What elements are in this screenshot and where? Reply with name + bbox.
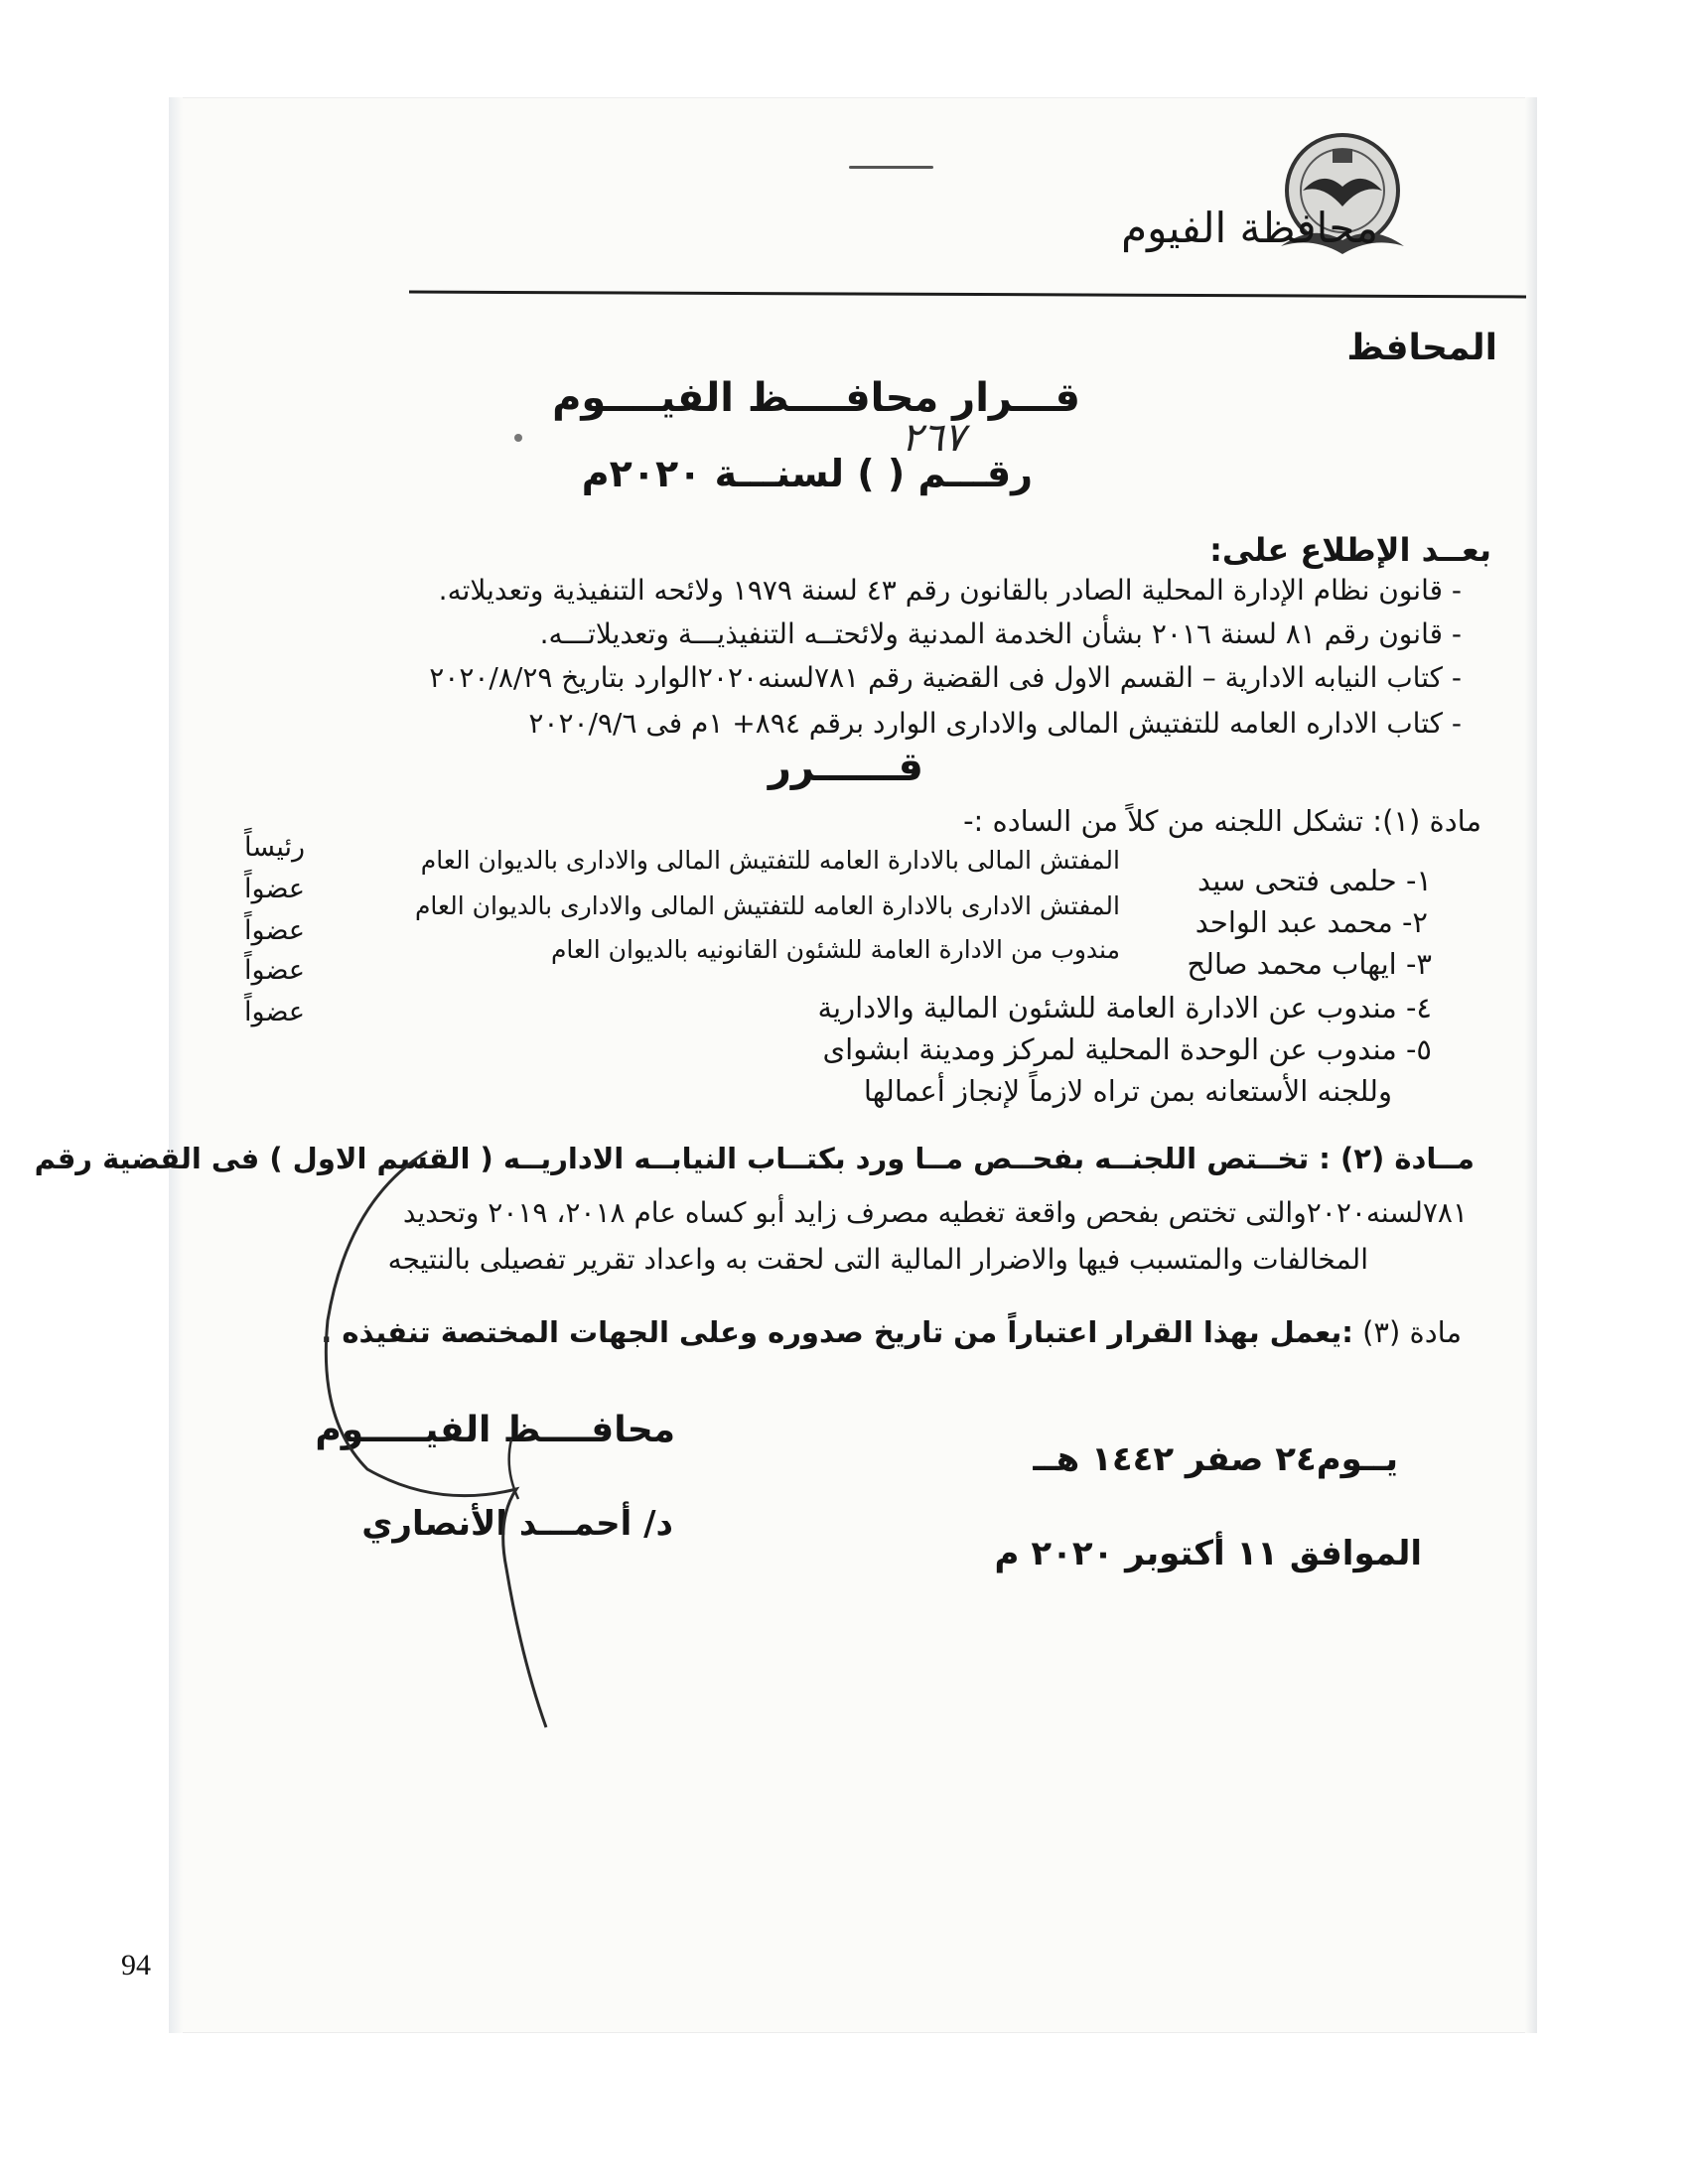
committee-note: وللجنه الأستعانه بمن تراه لازماً لإنجاز أعمالها (863, 1074, 1392, 1108)
decree-number-line: رقـــم ( ) لسنـــة ٢٠٢٠م (581, 452, 1033, 495)
signature-title: محافــــظ الفيـــــوم (315, 1410, 675, 1450)
decision-heading: قــــــرر (768, 745, 923, 790)
header-dash (849, 166, 933, 169)
member-status: عضواً (244, 955, 305, 986)
article-1-text: مادة (١): تشكل اللجنه من كلاً من الساده :- (963, 804, 1481, 838)
date-gregorian: الموافق ١١ أكتوبر ٢٠٢٠ م (994, 1534, 1422, 1573)
handwritten-decree-number: ٢٦٧ (901, 415, 965, 461)
preamble-item: - قانون رقم ٨١ لسنة ٢٠١٦ بشأن الخدمة المدنية ولائحتــه التنفيذيـــة وتعديلاتـــه. (539, 617, 1462, 650)
article-3-text: :يعمل بهذا القرار اعتباراً من تاريخ صدوره وعلى الجهات المختصة تنفيذه . (321, 1315, 1353, 1349)
member-name: ٣- ايهاب محمد صالح (1187, 947, 1432, 981)
scan-edge-left (169, 97, 183, 2033)
member-status: عضواً (244, 874, 305, 904)
member-name: ٢- محمد عبد الواحد (1195, 905, 1428, 939)
office-label: المحافظ (1346, 328, 1497, 368)
member-role: مندوب من الادارة العامة للشئون القانونيه بالديوان العام (550, 935, 1120, 964)
handwritten-signature-icon (288, 1142, 586, 1737)
member-name: ١- حلمى فتحى سيد (1197, 864, 1432, 897)
decree-title: قـــرار محافــــظ الفيــــوم (552, 375, 1080, 421)
preamble-item: - قانون نظام الإدارة المحلية الصادر بالقانون رقم ٤٣ لسنة ١٩٧٩ ولائحه التنفيذية وتعديلاته. (438, 574, 1462, 607)
preamble-item: - كتاب النيابه الادارية – القسم الاول فى القضية رقم ٧٨١لسنه٢٠٢٠الوارد بتاريخ ٢٠٢٠/٨/٢٩ (429, 661, 1462, 694)
article-2-line-2: ٧٨١لسنه٢٠٢٠والتى تختص بفحص واقعة تغطيه مصرف زايد أبو كساه عام ٢٠١٨، ٢٠١٩ وتحديد (402, 1196, 1468, 1229)
member-role: المفتش الادارى بالادارة العامه للتفتيش المالى والادارى بالديوان العام (414, 891, 1120, 920)
member-status: رئيساً (244, 832, 306, 863)
member-name: ٤- مندوب عن الادارة العامة للشئون المالية والادارية (817, 991, 1432, 1024)
article-2-line-1: مــادة (٢) : تخــتص اللجنــه بفحــص مــا ورد بكتــاب النيابــه الاداريــه ( القسم الاول ) فى القضية رقم (34, 1142, 1475, 1175)
page-number: 94 (121, 1949, 151, 1981)
member-status: عضواً (244, 915, 305, 946)
member-status: عضواً (244, 997, 305, 1027)
scan-edge-right (1525, 97, 1537, 2033)
article-2-line-3: المخالفات والمتسبب فيها والاضرار المالية التى لحقت به واعداد تقرير تفصيلى بالنتيجه (387, 1243, 1368, 1276)
date-hijri: يــوم٢٤ صفر ١٤٤٢ هــ (1033, 1439, 1398, 1479)
governorate-name: محافظة الفيوم (1121, 204, 1378, 252)
signature-name: د/ أحمـــد الأنصاري (361, 1504, 673, 1544)
preamble-heading: بعــد الإطلاع على: (1209, 531, 1491, 569)
member-role: المفتش المالى بالادارة العامه للتفتيش المالى والادارى بالديوان العام (420, 846, 1120, 875)
member-name: ٥- مندوب عن الوحدة المحلية لمركز ومدينة ابشواى (822, 1032, 1432, 1066)
preamble-item: - كتاب الاداره العامه للتفتيش المالى والادارى الوارد برقم ٨٩٤+ ١م فى ٢٠٢٠/٩/٦ (528, 707, 1462, 740)
scan-speck (514, 434, 522, 442)
article-3-label: مادة (٣) (1362, 1315, 1462, 1349)
